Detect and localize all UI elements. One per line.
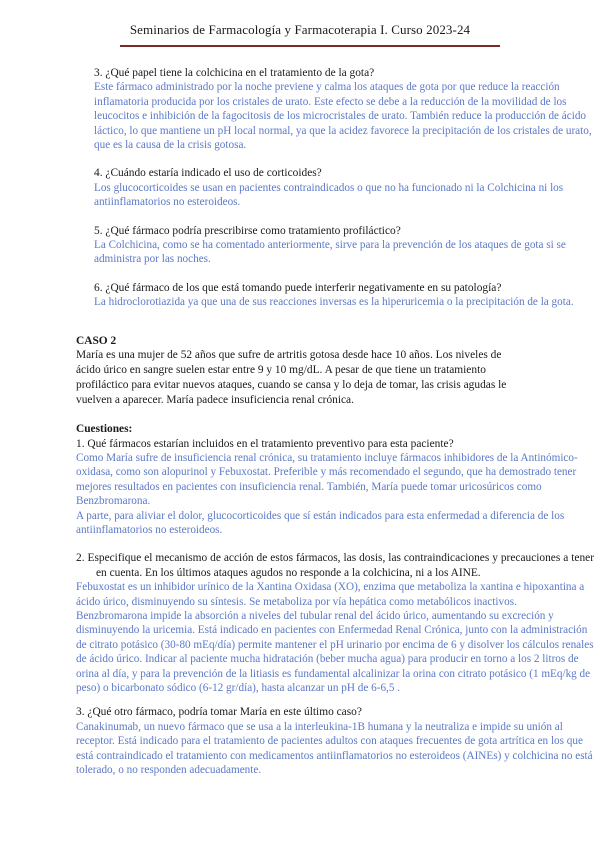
cuestion-3-answer: Canakinumab, un nuevo fármaco que se usa a la interleukina-1B humana y la neutraliza e impide su unión al receptor. Está indicado para el tratamiento de pacientes adultos con ataques frecuentes de gota artrítica en los que está contraindicado el tratamiento con medicamentos antiinflamatorios no esteroideos (AINEs) y colchicina no está tolerado, o no responden adecuadamente. [76, 720, 593, 777]
answer-5: La Colchicina, como se ha comentado anteriormente, sirve para la prevención de los ataques de gota si se administra por las noches. [94, 239, 566, 266]
answer-3: Este fármaco administrado por la noche previene y calma los ataques de gota por que reduce la reacción inflamatoria producida por los cristales de urato. Este efecto se debe a la reducción de la movilidad de los leucocitos e inhibición de la fagocitosis de los microcristales de urato. También reduce la producción de ácido láctico, lo que mantiene un pH local normal, ya que la acidez favorece la precipitación de los cristales de urato, que es la causa de la crisis gotosa. [94, 81, 592, 152]
cuestion-2: 2. Especifique el mecanismo de acción de estos fármacos, las dosis, las contraindicaciones y precauciones a tener en cuenta. En los últimos ataques agudos no responde a la colchicina, ni a los AINE. [76, 552, 594, 579]
question-6: 6. ¿Qué fármaco de los que está tomando puede interferir negativamente en su patología? [94, 281, 502, 294]
question-4: 4. ¿Cuándo estaría indicado el uso de corticoides? [94, 167, 322, 180]
document-body [76, 66, 594, 777]
cuestiones-title: Cuestiones: [76, 423, 133, 436]
answer-6: La hidroclorotiazida ya que una de sus reacciones inversas es la hiperuricemia o la precipitación de la gota. [94, 296, 574, 309]
cuestion-3: 3. ¿Qué otro fármaco, podría tomar María en este último caso? [76, 706, 362, 719]
question-5: 5. ¿Qué fármaco podría prescribirse como tratamiento profiláctico? [94, 224, 401, 237]
cuestion-2-answer-p1: Febuxostat es un inhibidor urínico de la Xantina Oxidasa (XO), enzima que metaboliza la xantina e hipoxantina a ácido úrico, disminuyendo su síntesis. Se metaboliza por vía hepática como metabólicos inactivos. [76, 581, 585, 608]
caso2-title: CASO 2 [76, 334, 117, 347]
cuestion-1: 1. Qué fármacos estarían incluidos en el tratamiento preventivo para esta paciente? [76, 437, 454, 450]
cuestion-1-answer-p1: Como María sufre de insuficiencia renal crónica, su tratamiento incluye fármacos inhibidores de la Antinómico-oxidasa, como son alopurinol y Febuxostat. Preferible y más recomendado el segundo, que ha demostrado tener mejores resultados en pacientes con insuficiencia renal. También, María puede tomar uricosúricos como Benzbromarona. [76, 451, 578, 508]
cuestion-1-answer-p2: A parte, para aliviar el dolor, glucocorticoides que sí están indicados para esta enfermedad a diferencia de los antiinflamatorios no esteroideos. [76, 509, 565, 536]
answer-4: Los glucocorticoides se usan en pacientes contraindicados o que no ha funcionado ni la Colchicina ni los antiinflamatorios no esteroideos. [94, 181, 564, 209]
header-rule [120, 45, 500, 47]
cuestion-2-answer-p2: Benzbromarona impide la absorción a niveles del tubular renal del ácido úrico, aumentando su excreción y disminuyendo la uricemia. Está indicado en pacientes con Enfermedad Renal Crónica, junto con la administración de citrato potásico (30-80 mEq/día) permite mantener el pH urinario por encima de 6 y disolver los cálculos renales de ácido úrico. Indicar al paciente mucha hidratación (beber mucha agua) para producir en torno a los 2 litros de orina al día, y para la prevención de la litiasis es fundamental alcalinizar la orina con citrato potásico (1 mEq/kg de peso) o bicarbonato sódico (6-12 gr/día), hasta alcanzar un pH de 6-6,5 . [76, 609, 594, 694]
question-3: 3. ¿Qué papel tiene la colchicina en el tratamiento de la gota? [94, 67, 375, 79]
page-header: Seminarios de Farmacología y Farmacoterapia I. Curso 2023-24 [129, 22, 471, 37]
caso2-description: María es una mujer de 52 años que sufre de artritis gotosa desde hace 10 años. Los niveles de ácido úrico en sangre suelen estar entre 9 y 10 mg/dL. A pesar de que tiene un tratamiento profiláctico para evitar nuevos ataques, cuando se cansa y lo deja de tomar, las crisis agudas le vuelven a aparecer. María padece insuficiencia renal crónica. [76, 349, 507, 407]
